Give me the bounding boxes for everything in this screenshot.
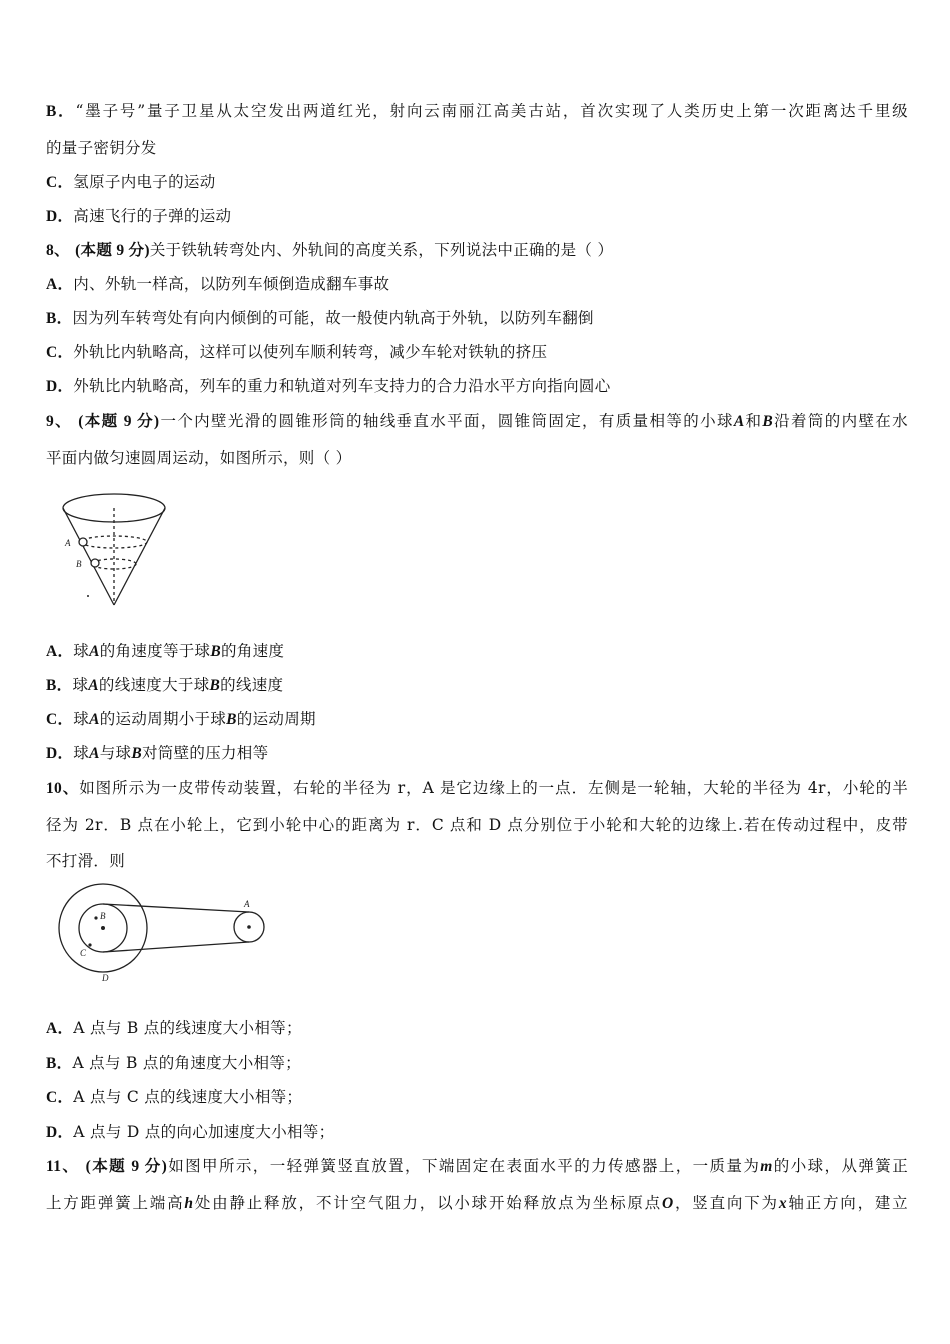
q8-option-b [46,308,908,329]
cone-right-wall [114,508,165,605]
q11-stem-line1 [46,1156,908,1177]
question-score: (本题 9 分) [78,413,160,430]
option-label: B． [46,103,76,120]
option-label: C． [46,174,74,191]
cone-figure [56,490,176,615]
option-label: C． [46,711,74,728]
variable: A [89,745,100,762]
q10-stem-line2: 径为 2r．B 点在小轮上，它到小轮中心的距离为 r．C 点和 D 点分别位于小轮和大轮的边缘上.若在传动过程中，皮带 [46,816,908,834]
q10-option-c [46,1087,908,1108]
option-text: 球 [73,744,90,762]
q10-stem-line1 [46,778,908,799]
option-text: 与球 [99,744,132,762]
belt-top [103,904,249,912]
option-label: C． [46,1089,74,1106]
option-label: C． [46,344,74,361]
q8-option-d [46,376,908,397]
stray-dot [87,595,89,597]
point-a [247,925,251,929]
option-label: B． [46,677,73,694]
option-text: 的运动周期小于球 [99,710,227,728]
label-a: A [244,899,250,909]
point-c [88,943,91,946]
variable-m: m [760,1158,773,1175]
q8-option-c [46,342,908,363]
label-b: B [76,559,82,569]
q8-stem [46,240,908,261]
q7-option-b-line2: 的量子密钥分发 [46,139,157,157]
cone-left-wall [63,508,114,605]
q9-option-a [46,641,908,662]
label-a: A [65,538,71,548]
q10-stem-line3: 不打滑．则 [46,852,126,870]
belt-drive-figure [56,882,271,987]
option-text: A 点与 C 点的线速度大小相等； [73,1088,303,1106]
variable-o: O [662,1195,674,1212]
question-stem: 关于铁轨转弯处内、外轨间的高度关系，下列说法中正确的是（ ） [149,241,614,259]
q8-option-a [46,274,908,295]
q10-option-a [46,1018,908,1039]
question-number: 10、 [46,780,80,797]
question-stem: 如图所示为一皮带传动装置，右轮的半径为 r，A 是它边缘上的一点．左侧是一轮轴，大轮的半径为 4r，小轮的半 [79,779,909,797]
belt-bottom [103,942,249,952]
variable: B [131,745,142,762]
option-label: D． [46,378,74,395]
option-text: 球 [72,676,89,694]
option-text: 的线速度大于球 [98,676,210,694]
option-text: A 点与 B 点的角速度大小相等； [72,1054,301,1072]
option-label: D． [46,1124,74,1141]
option-text: 球 [73,642,90,660]
q9-option-d [46,743,908,764]
question-stem: 一个内壁光滑的圆锥形筒的轴线垂直水平面，圆锥筒固定，有质量相等的小球 [159,412,734,430]
q9-stem-line2: 平面内做匀速圆周运动，如图所示，则（ ） [46,449,352,467]
option-label: B． [46,310,73,327]
option-text: 对筒壁的压力相等 [142,744,269,762]
variable-a: A [733,413,745,430]
option-text: 因为列车转弯处有向内倾倒的可能，故一般使内轨高于外轨，以防列车翻倒 [72,309,594,327]
option-text: 外轨比内轨略高，列车的重力和轨道对列车支持力的合力沿水平方向指向圆心 [73,377,611,395]
axle-center [101,926,105,930]
option-text: “墨子号”量子卫星从太空发出两道红光，射向云南丽江高美古站，首次实现了人类历史上第一次距离达千里级 [75,102,908,120]
option-text: 氢原子内电子的运动 [73,173,216,191]
conjunction: 和 [744,412,763,430]
option-text: 的角速度等于球 [99,642,211,660]
option-label: A． [46,643,74,660]
q10-option-d [46,1122,908,1143]
q9-stem-line1 [46,411,908,432]
question-number: 8、 [46,242,70,259]
question-stem: 的小球，从弹簧正 [772,1157,908,1175]
ball-a [79,538,87,546]
option-text: 内、外轨一样高，以防列车倾倒造成翻车事故 [73,275,390,293]
q7-option-d [46,206,908,227]
q11-stem-line2 [46,1193,908,1214]
question-stem: ，竖直向下为 [673,1194,779,1212]
question-number: 11、 [46,1158,80,1175]
option-text: A 点与 D 点的向心加速度大小相等； [73,1123,335,1141]
variable: B [210,643,221,660]
question-stem: 上方距弹簧上端高 [46,1194,185,1212]
question-number: 9、 [46,413,72,430]
question-stem: 沿着筒的内壁在水 [773,412,908,430]
question-stem: 轴正方向，建立 [786,1194,908,1212]
variable: A [88,677,99,694]
option-label: D． [46,208,74,225]
question-score: (本题 9 分) [85,1158,168,1175]
option-text: 的线速度 [220,676,284,694]
question-stem: 如图甲所示，一轻弹簧竖直放置，下端固定在表面水平的力传感器上，一质量为 [167,1157,761,1175]
option-text: 球 [73,710,90,728]
q7-option-b-line1 [46,101,908,122]
point-b [94,916,97,919]
variable: B [209,677,221,694]
ball-b [91,559,99,567]
option-text: 外轨比内轨略高，这样可以使列车顺利转弯，减少车轮对铁轨的挤压 [73,343,548,361]
option-label: B． [46,1055,73,1072]
q9-option-b [46,675,908,696]
option-text: 的角速度 [221,642,285,660]
q7-option-c [46,172,908,193]
option-text: 的运动周期 [236,710,316,728]
q9-option-c [46,709,908,730]
variable-x: x [778,1195,787,1212]
label-b: B [100,911,106,921]
question-score: (本题 9 分) [75,242,150,259]
option-label: A． [46,1020,74,1037]
label-c: C [80,948,87,958]
question-stem: 处由静止释放，不计空气阻力，以小球开始释放点为坐标原点 [193,1194,662,1212]
option-label: D． [46,745,74,762]
q10-option-b [46,1053,908,1074]
variable: A [89,643,100,660]
variable: A [89,711,100,728]
label-d: D [102,973,109,983]
variable-b: B [762,413,774,430]
variable: B [226,711,237,728]
option-label: A． [46,276,74,293]
option-text: 高速飞行的子弹的运动 [73,207,232,225]
option-text: A 点与 B 点的线速度大小相等； [73,1019,302,1037]
variable-h: h [184,1195,194,1212]
